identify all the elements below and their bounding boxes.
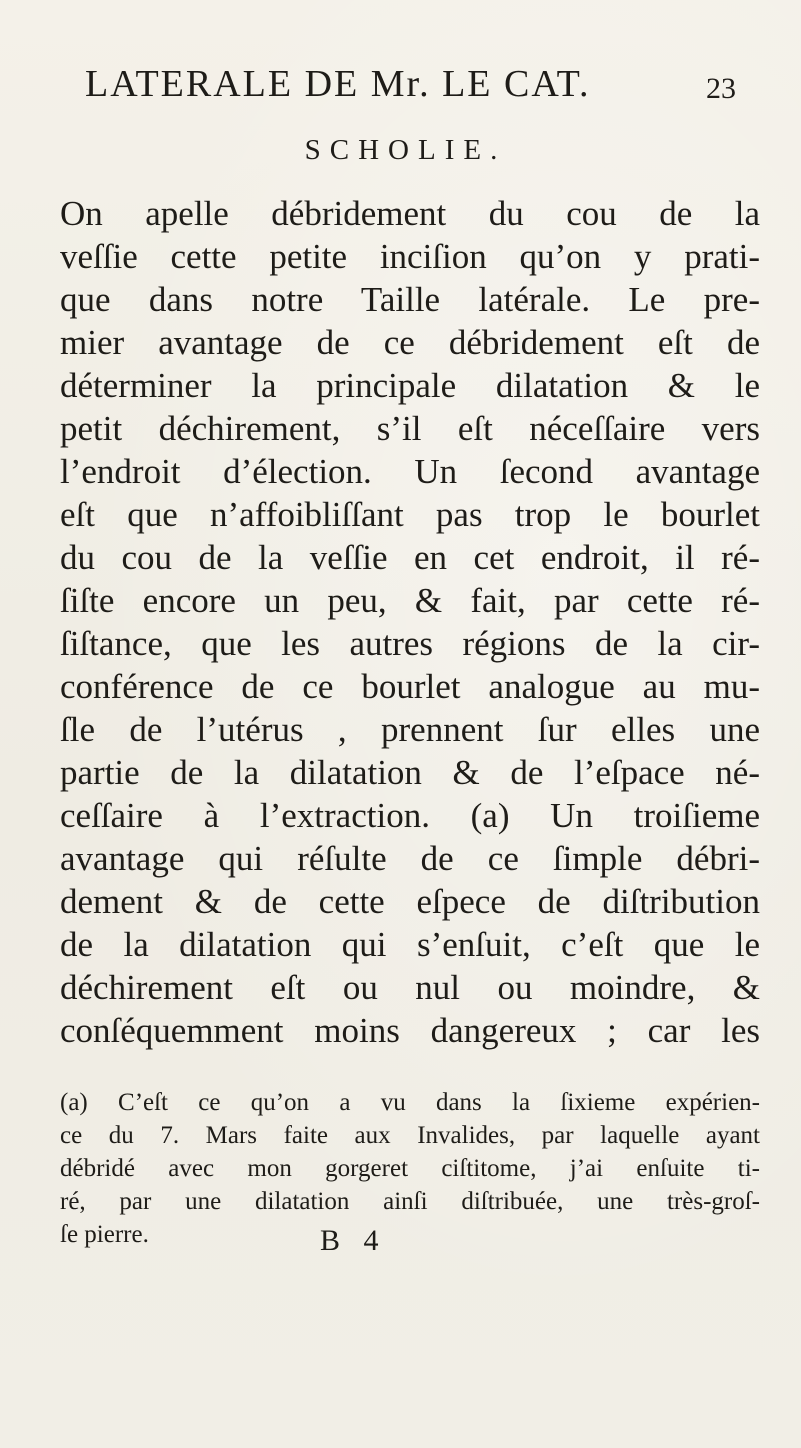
paragraph-line: mier avantage de ce débridement eſt de bbox=[60, 323, 760, 362]
paragraph-line: de la dilatation qui s’enſuit, c’eſt que le bbox=[60, 925, 760, 964]
paragraph-line: ſle de l’utérus , prennent ſur elles une bbox=[60, 710, 760, 749]
footnote-line: ce du 7. Mars faite aux Invalides, par laquelle ayant bbox=[60, 1122, 760, 1149]
paragraph-line: ſiſtance, que les autres régions de la cir- bbox=[60, 624, 760, 663]
signature-mark: B 4 bbox=[320, 1224, 387, 1257]
footnote-line: débridé avec mon gorgeret ciſtitome, j’ai enſuite ti- bbox=[60, 1155, 760, 1182]
footnote-line: (a) C’eſt ce qu’on a vu dans la ſixieme expérien- bbox=[60, 1089, 760, 1116]
paragraph-line: eſt que n’affoibliſſant pas trop le bourlet bbox=[60, 495, 760, 534]
paragraph-line: partie de la dilatation & de l’eſpace né- bbox=[60, 753, 760, 792]
footnote bbox=[60, 1086, 760, 1251]
paragraph-line: veſſie cette petite inciſion qu’on y prati- bbox=[60, 237, 760, 276]
paragraph-line: avantage qui réſulte de ce ſimple débri- bbox=[60, 839, 760, 878]
page-number: 23 bbox=[706, 72, 736, 105]
paragraph-line: conférence de ce bourlet analogue au mu- bbox=[60, 667, 760, 706]
running-head: LATERALE DE Mr. LE CAT. bbox=[85, 63, 591, 105]
paragraph-line: dement & de cette eſpece de diſtribution bbox=[60, 882, 760, 921]
paragraph-line: petit déchirement, s’il eſt néceſſaire vers bbox=[60, 409, 760, 448]
paragraph-line: On apelle débridement du cou de la bbox=[60, 194, 760, 233]
footnote-line: ré, par une dilatation ainſi diſtribuée, une très-groſ- bbox=[60, 1188, 760, 1215]
paragraph-line: que dans notre Taille latérale. Le pre- bbox=[60, 280, 760, 319]
paragraph-line: du cou de la veſſie en cet endroit, il ré- bbox=[60, 538, 760, 577]
paragraph-line: l’endroit d’élection. Un ſecond avantage bbox=[60, 452, 760, 491]
paragraph-line: conſéquemment moins dangereux ; car les bbox=[60, 1011, 760, 1050]
paragraph-line: déterminer la principale dilatation & le bbox=[60, 366, 760, 405]
paragraph-line: déchirement eſt ou nul ou moindre, & bbox=[60, 968, 760, 1007]
paragraph-line: ceſſaire à l’extraction. (a) Un troiſieme bbox=[60, 796, 760, 835]
section-title: SCHOLIE. bbox=[304, 134, 507, 166]
footnote-line: ſe pierre. bbox=[60, 1221, 149, 1248]
main-paragraph bbox=[60, 192, 760, 1052]
paragraph-line: ſiſte encore un peu, & fait, par cette ré- bbox=[60, 581, 760, 620]
